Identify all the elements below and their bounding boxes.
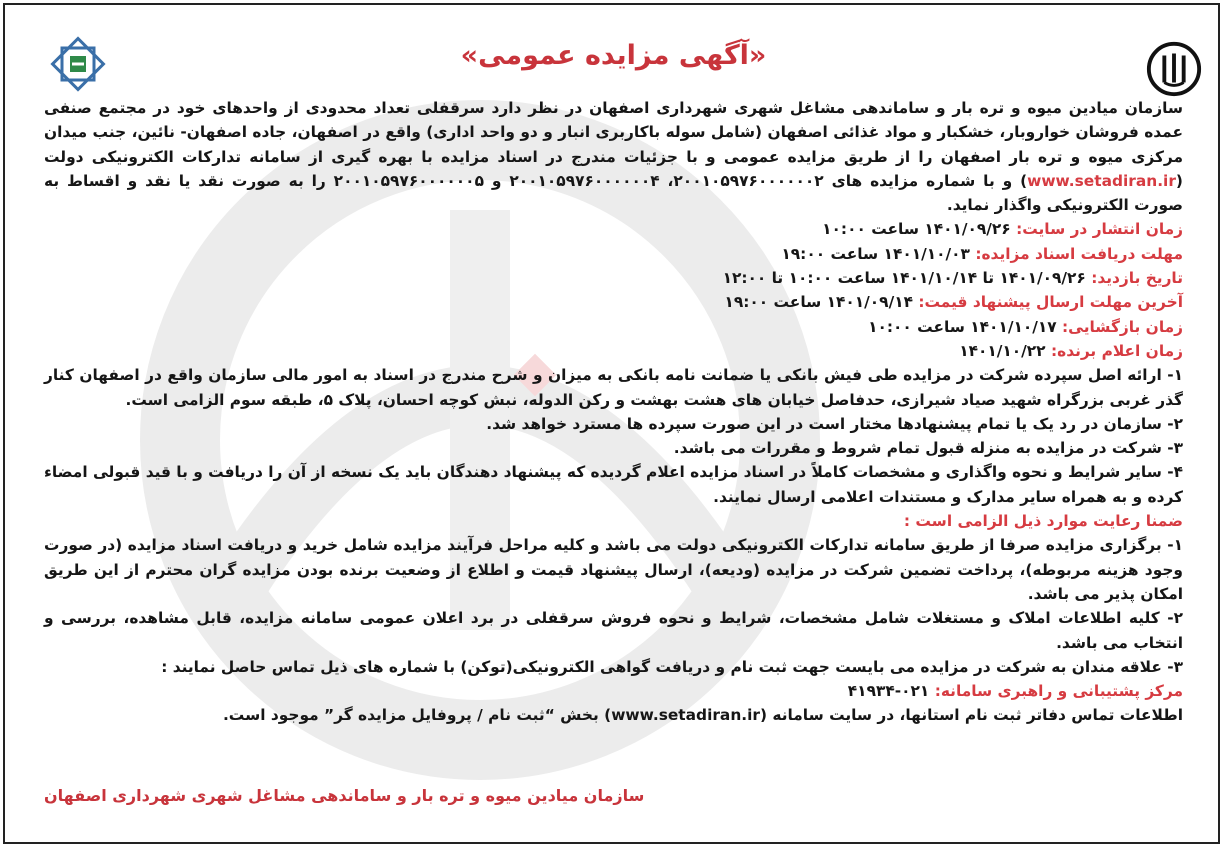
schedule-value: ۱۴۰۱/۰۹/۱۴ ساعت ۱۹:۰۰	[724, 293, 919, 312]
notice-title: «آگهی مزایده عمومی»	[460, 40, 767, 71]
footer-signature: سازمان میادین میوه و تره بار و ساماندهی مشاغل شهری شهرداری اصفهان	[44, 786, 645, 805]
support-label: مرکز پشتیبانی و راهبری سامانه:	[934, 682, 1183, 701]
schedule-bid-deadline	[44, 290, 1183, 314]
schedule-winner	[44, 339, 1183, 363]
schedule-label: آخرین مهلت ارسال پیشنهاد قیمت:	[918, 293, 1183, 312]
schedule-value: ۱۴۰۱/۰۹/۲۶ ساعت ۱۰:۰۰	[822, 220, 1017, 239]
condition-item: ۳- شرکت در مزایده به منزله قبول تمام شروط و مقررات می باشد.	[673, 439, 1183, 458]
contact-text-continued: ) بخش “ثبت نام / پروفایل مزایده گر” موجود است.	[222, 706, 612, 725]
schedule-value: ۱۴۰۱/۰۹/۲۶ تا ۱۴۰۱/۱۰/۱۴ ساعت ۱۰:۰۰ تا ۱۲:۰۰	[722, 269, 1092, 288]
contact-text: اطلاعات تماس دفاتر ثبت نام استانها، در سایت سامانه (	[759, 706, 1183, 725]
support-phone[interactable]: ۰۲۱-۴۱۹۳۴	[847, 682, 930, 701]
schedule-value: ۱۴۰۱/۱۰/۲۲	[959, 341, 1051, 360]
intro-text: سازمان میادین میوه و تره بار و ساماندهی مشاغل شهری شهرداری اصفهان در نظر دارد سرقفلی تعداد محدودی از واحدهای خود در مجتمع صنفی عمده فروشان خواروبار، خشکبار و مواد غذائی اصفهان (شامل سوله باکاربری انبار و دو واحد اداری) واقع در اصفهان، جاده اصفهان- نائین، جنب میدان مرکزی میوه و تره بار اصفهان را از طریق مزایده عمومی و با جزئیات مندرج در اسناد مزایده با بهره گیری از سامانه تدارکات الکترونیکی دولت (	[44, 99, 1183, 190]
support-line	[44, 679, 1183, 703]
schedule-visit	[44, 266, 1183, 290]
schedule-label: زمان بازگشایی:	[1062, 317, 1183, 336]
intro-text-continued: ) و با شماره مزایده های ۲۰۰۱۰۵۹۷۶۰۰۰۰۰۰۲، ۲۰۰۱۰۵۹۷۶۰۰۰۰۰۰۴ و ۲۰۰۱۰۵۹۷۶۰۰۰۰۰۰۵ را به صورت نقد یا نقد و اقساط به صورت الکترونیکی واگذار نماید.	[44, 171, 1183, 215]
notice-item: ۳- علاقه مندان به شرکت در مزایده می بایست جهت ثبت نام و دریافت گواهی الکترونیکی(توکن) با شماره های ذیل تماس حاصل نمایند :	[161, 657, 1183, 676]
schedule-value: ۱۴۰۱/۱۰/۰۳ ساعت ۱۹:۰۰	[781, 244, 976, 263]
schedule-label: زمان اعلام برنده:	[1050, 341, 1183, 360]
schedule-value: ۱۴۰۱/۱۰/۱۷ ساعت ۱۰:۰۰	[868, 317, 1063, 336]
website-link[interactable]: www.setadiran.ir	[611, 706, 760, 725]
condition-item: ۴- سایر شرایط و نحوه واگذاری و مشخصات کاملاً در اسناد مزایده اعلام گردیده که پیشنهاد دهندگان باید یک نسخه از آن را دریافت و با قید قبولی امضاء کرده و به همراه سایر مدارک و مستندات اعلامی ارسال نمایند.	[44, 463, 1183, 506]
contact-line	[44, 703, 1183, 727]
website-link[interactable]: www.setadiran.ir	[1027, 171, 1176, 190]
notice-item: ۱- برگزاری مزایده صرفا از طریق سامانه تدارکات الکترونیکی دولت می باشد و کلیه مراحل فرآیند مزایده شامل خرید و دریافت اسناد مزایده (در صورت وجود هزینه مربوطه)، پرداخت تضمین شرکت در مزایده (ودیعه)، ارسال پیشنهاد قیمت و اطلاع از وضعیت برنده بودن مزایده گران محترم از این طریق امکان پذیر می باشد.	[44, 536, 1183, 603]
notice-body	[44, 96, 1183, 728]
schedule-opening	[44, 315, 1183, 339]
schedule-label: مهلت دریافت اسناد مزایده:	[975, 244, 1183, 263]
intro-paragraph	[44, 96, 1183, 217]
schedule-label: تاریخ بازدید:	[1091, 269, 1183, 288]
schedule-documents	[44, 242, 1183, 266]
schedule-publish	[44, 217, 1183, 241]
condition-item: ۲- سازمان در رد یک یا تمام پیشنهادها مختار است در این صورت سپرده ها مسترد خواهد شد.	[486, 414, 1183, 433]
notice-item: ۲- کلیه اطلاعات املاک و مستغلات شامل مشخصات، شرایط و نحوه فروش سرقفلی در برد اعلان عمومی سامانه مزایده، قابل مشاهده، بررسی و انتخاب می باشد.	[44, 609, 1183, 652]
notice-heading: ضمنا رعایت موارد ذیل الزامی است :	[903, 512, 1183, 531]
schedule-label: زمان انتشار در سایت:	[1016, 220, 1183, 239]
condition-item: ۱- ارائه اصل سپرده شرکت در مزایده طی فیش بانکی یا ضمانت نامه بانکی به میزان و شرح مندرج در اسناد به امور مالی سازمان واقع در اصفهان کنار گذر غربی بزرگراه شهید صیاد شیرازی، حدفاصل خیابان های هشت بهشت و رکن الدوله، نبش کوچه احسان، پلاک ۵، طبقه سوم الزامی است.	[44, 366, 1183, 409]
